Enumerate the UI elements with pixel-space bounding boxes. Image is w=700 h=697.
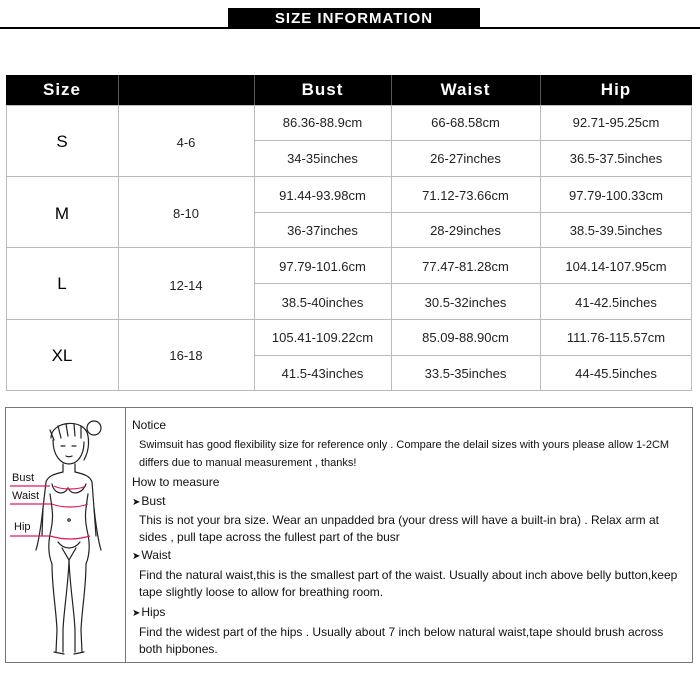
waist-inches: 26-27inches <box>430 151 501 166</box>
column-divider <box>254 105 255 391</box>
column-divider <box>540 105 541 391</box>
bust-inches: 36-37inches <box>287 223 358 238</box>
hip-cm: 92.71-95.25cm <box>572 115 660 130</box>
header-waist: Waist <box>391 75 540 105</box>
notice-divider <box>125 408 126 662</box>
hip-inches: 36.5-37.5inches <box>569 151 663 166</box>
bust-instruction: sides , pull tape across the fullest part of the busr <box>139 530 400 544</box>
header-divider <box>118 75 119 105</box>
hips-section-title: ➤Hips <box>132 605 166 619</box>
bust-inches: 41.5-43inches <box>281 366 364 381</box>
waist-instruction: Find the natural waist,this is the smallest part of the waist. Usually about inch above belly button,keep <box>139 568 678 582</box>
half-row-divider <box>254 283 692 284</box>
figure-label-hip: Hip <box>14 521 31 533</box>
waist-cm: 71.12-73.66cm <box>422 188 509 203</box>
bust-cm: 97.79-101.6cm <box>279 259 366 274</box>
row-divider <box>6 319 692 320</box>
bust-cm: 105.41-109.22cm <box>271 330 374 345</box>
waist-inches: 30.5-32inches <box>424 295 507 310</box>
hip-cm: 97.79-100.33cm <box>569 188 663 203</box>
header-hip: Hip <box>540 75 692 105</box>
size-range: 12-14 <box>169 278 203 293</box>
header-size: Size <box>6 75 118 105</box>
waist-cm: 77.47-81.28cm <box>422 259 509 274</box>
bust-cm: 86.36-88.9cm <box>282 115 363 130</box>
circle-arrow-icon: ➤ <box>132 497 141 508</box>
measurement-guide <box>5 407 693 663</box>
size-label: L <box>57 274 67 293</box>
half-row-divider <box>254 212 692 213</box>
waist-cm: 66-68.58cm <box>431 115 500 130</box>
bust-instruction: This is not your bra size. Wear an unpadded bra (your dress will have a built-in bra) . Relax arm at <box>139 513 660 527</box>
hip-inches: 41-42.5inches <box>575 295 657 310</box>
notice-heading: Notice <box>132 418 167 432</box>
header-divider <box>540 75 541 105</box>
size-range: 4-6 <box>176 135 196 150</box>
waist-inches: 33.5-35inches <box>424 366 507 381</box>
half-row-divider <box>254 140 692 141</box>
header-age <box>118 75 254 105</box>
waist-section-title: ➤Waist <box>132 548 171 562</box>
size-label: M <box>54 204 70 223</box>
hips-instruction: Find the widest part of the hips . Usually about 7 inch below natural waist,tape should brush across <box>139 625 664 639</box>
size-table <box>6 75 692 391</box>
circle-arrow-icon: ➤ <box>132 608 141 619</box>
bust-cm: 91.44-93.98cm <box>279 188 366 203</box>
hips-instruction: both hipbones. <box>139 642 218 656</box>
row-divider <box>6 247 692 248</box>
bust-inches: 34-35inches <box>287 151 358 166</box>
size-range: 16-18 <box>169 348 203 363</box>
hip-inches: 38.5-39.5inches <box>569 223 663 238</box>
header-divider <box>391 75 392 105</box>
size-label: S <box>56 132 68 151</box>
bust-inches: 38.5-40inches <box>281 295 364 310</box>
notice-line: Swimsuit has good flexibility size for reference only . Compare the delail sizes with yours please allow 1-2CM <box>139 439 670 451</box>
half-row-divider <box>254 355 692 356</box>
body-figure <box>6 408 124 662</box>
circle-arrow-icon: ➤ <box>132 551 141 562</box>
figure-label-waist: Waist <box>12 490 40 502</box>
header-bust: Bust <box>254 75 391 105</box>
waist-inches: 28-29inches <box>430 223 501 238</box>
how-to-measure-heading: How to measure <box>132 475 220 489</box>
size-label: XL <box>51 346 73 365</box>
bust-section-title: ➤Bust <box>132 494 166 508</box>
page-title: SIZE INFORMATION <box>228 8 480 29</box>
row-divider <box>6 176 692 177</box>
figure-label-bust: Bust <box>12 472 35 484</box>
waist-cm: 85.09-88.90cm <box>422 330 509 345</box>
hip-cm: 104.14-107.95cm <box>565 259 667 274</box>
size-range: 8-10 <box>172 206 200 221</box>
hip-cm: 111.76-115.57cm <box>566 330 666 345</box>
waist-instruction: tape slightly loose to allow for breathing room. <box>139 585 384 599</box>
hip-inches: 44-45.5inches <box>575 366 657 381</box>
column-divider <box>391 105 392 391</box>
notice-line: differs due to manual measurement , thanks! <box>139 457 357 469</box>
body-outline-icon <box>6 408 124 662</box>
header-divider <box>254 75 255 105</box>
